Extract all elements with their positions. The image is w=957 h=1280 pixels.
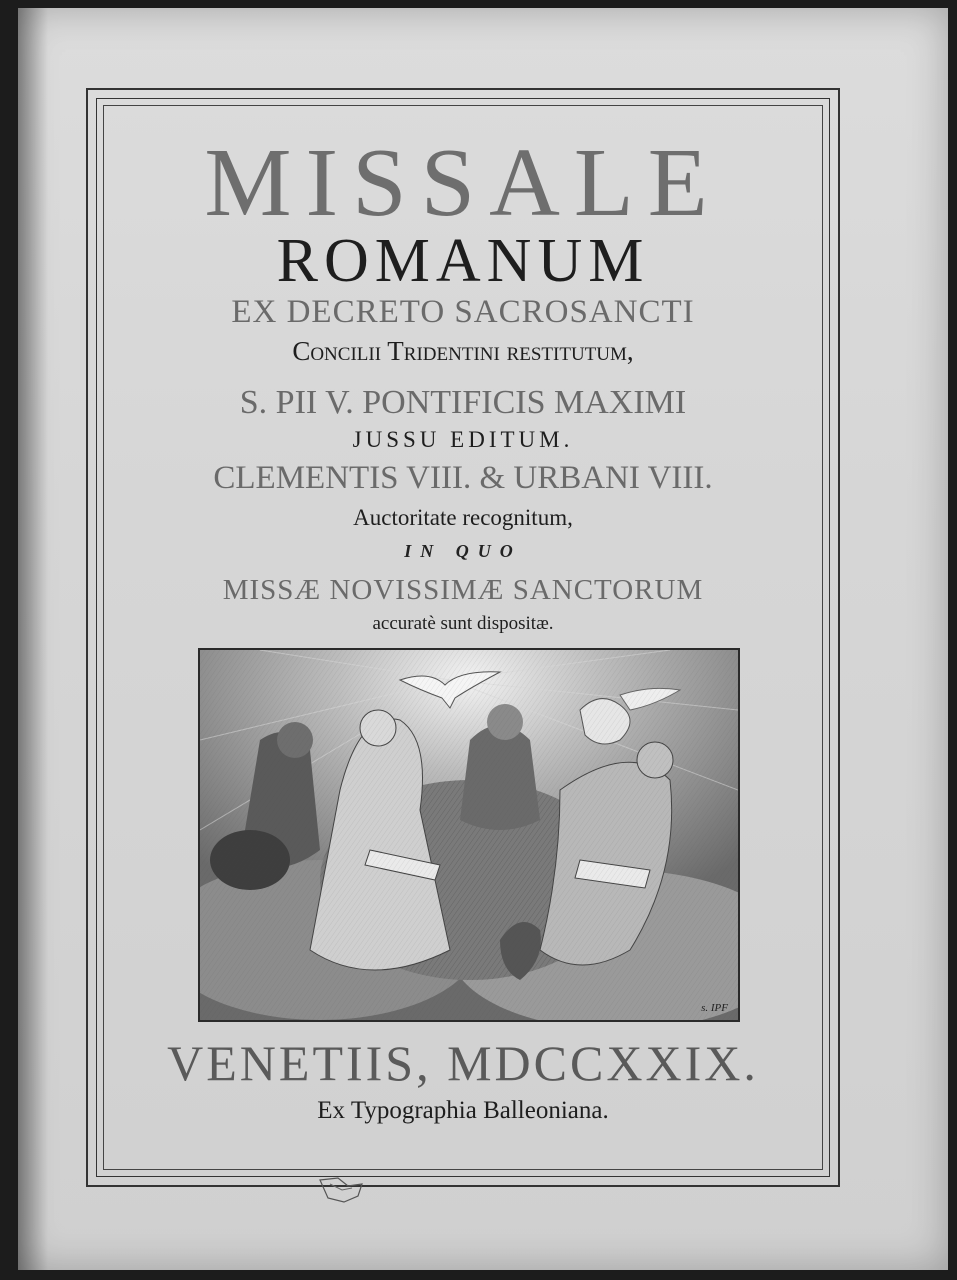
subtitle-clementis: CLEMENTIS VIII. & URBANI VIII.: [213, 460, 713, 496]
page-border-inner: [103, 105, 823, 1170]
subtitle-in-quo: IN QUO: [404, 541, 522, 561]
engraver-signature: s. IPF: [701, 1002, 728, 1014]
evangelists-engraving-icon: [198, 648, 740, 1022]
title-page: [18, 8, 948, 1270]
subtitle-auctoritate: Auctoritate recognitum,: [353, 505, 573, 530]
title-content: [104, 106, 822, 1169]
subtitle-ex-decreto: EX DECRETO SACROSANCTI: [231, 294, 695, 330]
engraving-illustration: [200, 650, 738, 1020]
page-border-outer: [86, 88, 840, 1187]
subtitle-missae-novissimae: MISSÆ NOVISSIMÆ SANCTORUM: [222, 574, 704, 606]
page-edge-shadow: [18, 8, 48, 1270]
subtitle-jussu-editum: JUSSU EDITUM.: [352, 427, 574, 452]
imprint-place-date: VENETIIS, MDCCXXIX.: [167, 1035, 759, 1091]
subtitle-concilii: Concilii Tridentini restitutum,: [292, 336, 634, 366]
imprint-printer: Ex Typographia Balleoniana.: [317, 1097, 609, 1124]
title-romanum: ROMANUM: [276, 227, 650, 295]
title-missale: MISSALE: [204, 129, 722, 237]
paper-tear-mark: [318, 1176, 366, 1206]
page-border-middle: [96, 98, 830, 1177]
subtitle-pii-v: S. PII V. PONTIFICIS MAXIMI: [239, 384, 687, 421]
subtitle-accurate: accuratè sunt dispositæ.: [372, 613, 554, 634]
